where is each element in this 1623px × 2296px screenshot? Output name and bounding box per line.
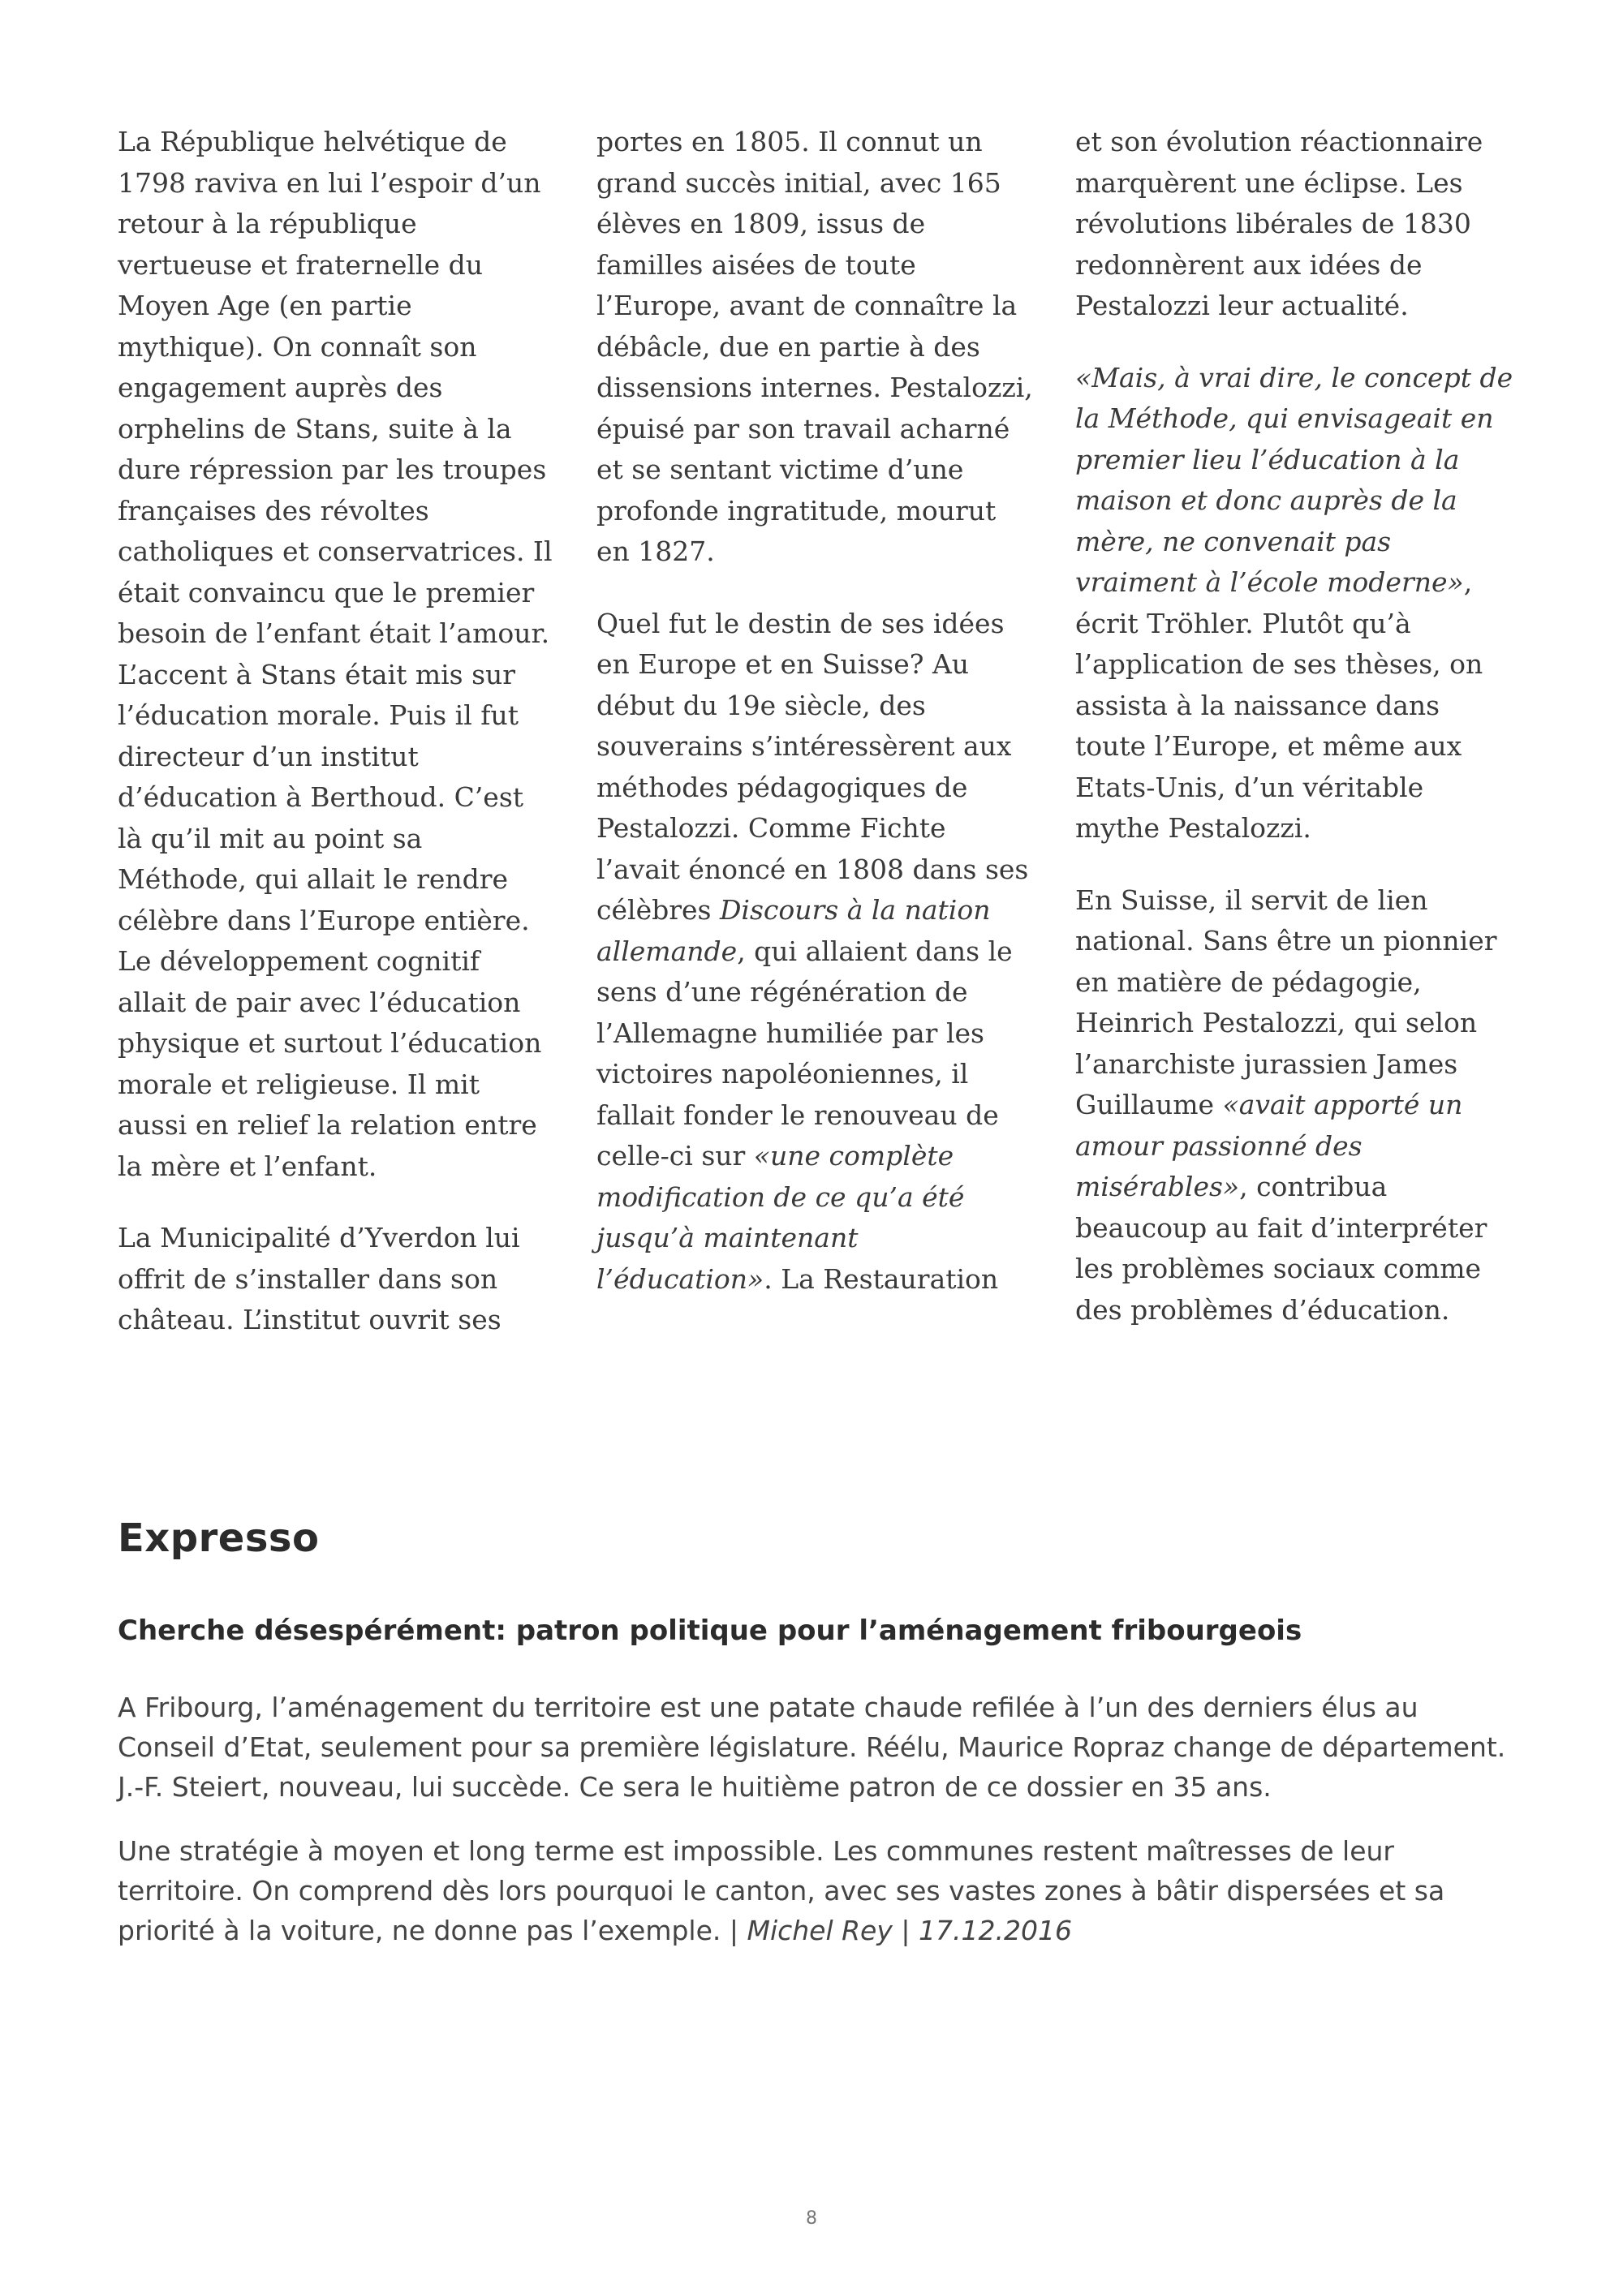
column3-text: , écrit Tröhler. Plutôt qu’à l’application de ses thèses, on assista à la naissance dans toute l’Europe, et même aux Etats-Unis, d’un véritable mythe Pestalozzi. bbox=[1075, 566, 1483, 844]
article-paragraph-1: A Fribourg, l’aménagement du territoire est une patate chaude refilée à l’un des derniers élus au Conseil d’Etat, seulement pour sa première législature. Réélu, Maurice Ropraz change de département. J.-F. Steiert, nouveau, lui succède. Ce sera le huitième patron de ce dossier en 35 ans. bbox=[118, 1692, 1506, 1803]
column2-text: . La Restauration bbox=[764, 1262, 999, 1295]
text-column-3 bbox=[1075, 122, 1513, 1372]
column3-paragraph-2 bbox=[1075, 358, 1513, 849]
column3-paragraph-3 bbox=[1075, 880, 1513, 1331]
article-author: Michel Rey bbox=[747, 1915, 893, 1946]
page-number: 8 bbox=[806, 2208, 817, 2229]
column2-text: Quel fut le destin de ses idées en Europe et en Suisse? Au début du 19e siècle, des souverains s’intéressèrent aux méthodes pédagogiques de Pestalozzi. Comme Fichte l’avait énoncé en 1808 dans ses célèbres bbox=[596, 607, 1029, 926]
expresso-article bbox=[118, 1615, 1522, 1975]
column3-text: , contribua beaucoup au fait d’interpréter les problèmes sociaux comme des problèmes d’éducation. bbox=[1075, 1171, 1487, 1326]
article-date: 17.12.2016 bbox=[919, 1915, 1072, 1946]
article-separator: | bbox=[892, 1915, 919, 1946]
quote-trohler: «Mais, à vrai dire, le concept de la Méthode, qui envisageait en premier lieu l’éducation à la maison et donc auprès de la mère, ne convenait pas vraiment à l’école moderne» bbox=[1075, 361, 1513, 598]
column2-paragraph-1: portes en 1805. Il connut un grand succès initial, avec 165 élèves en 1809, issus de familles aisées de toute l’Europe, avant de connaître la débâcle, due en partie à des dissensions internes. Pestalozzi, épuisé par son travail acharné et se sentant victime d’une profonde ingratitude, mourut en 1827. bbox=[596, 126, 1033, 567]
column1-paragraph-1: La République helvétique de 1798 raviva en lui l’espoir d’un retour à la république vertueuse et fraternelle du Moyen Age (en partie mythique). On connaît son engagement auprès des orphelins de Stans, suite à la dure répression par les troupes françaises des révoltes catholiques et conservatrices. Il était convaincu que le premier besoin de l’enfant était l’amour. L’accent à Stans était mis sur l’éducation morale. Puis il fut directeur d’un institut d’éducation à Berthoud. C’est là qu’il mit au point sa Méthode, qui allait le rendre célèbre dans l’Europe entière. Le développement cognitif allait de pair avec l’éducation physique et surtout l’éducation morale et religieuse. Il mit aussi en relief la relation entre la mère et l’enfant. bbox=[118, 126, 553, 1182]
book-title-discours: Discours à la nation allemande bbox=[596, 894, 991, 967]
column2-text: , qui allaient dans le sens d’une régénération de l’Allemagne humiliée par les victoires napoléoniennes, il fallait fonder le renouveau de celle-ci sur bbox=[596, 935, 1013, 1172]
section-heading-expresso: Expresso bbox=[118, 1516, 320, 1561]
column3-paragraph-1: et son évolution réactionnaire marquèrent une éclipse. Les révolutions libérales de 1830 redonnèrent aux idées de Pestalozzi leur actualité. bbox=[1075, 126, 1483, 321]
column3-text: En Suisse, il servit de lien national. Sans être un pionnier en matière de pédagogie, Heinrich Pestalozzi, qui selon l’anarchiste jurassien James Guillaume bbox=[1075, 884, 1497, 1120]
text-column-1 bbox=[118, 122, 556, 1372]
quote-guillaume: «avait apporté un amour passionné des misérables» bbox=[1075, 1089, 1463, 1202]
article-text: Une stratégie à moyen et long terme est impossible. Les communes restent maîtresses de leur territoire. On comprend dès lors pourquoi le canton, avec ses vastes zones à bâtir dispersées et sa priorité à la voiture, ne donne pas l’exemple. | bbox=[118, 1835, 1445, 1946]
article-title: Cherche désespérément: patron politique pour l’aménagement fribourgeois bbox=[118, 1615, 1302, 1647]
column1-paragraph-2: La Municipalité d’Yverdon lui offrit de s’installer dans son château. L’institut ouvrit ses bbox=[118, 1222, 520, 1335]
text-column-2 bbox=[596, 122, 1035, 1372]
article-columns bbox=[118, 122, 1513, 1372]
quote-complete-modification: «une complète modification de ce qu’a été jusqu’à maintenant l’éducation» bbox=[596, 1140, 965, 1295]
article-paragraph-2 bbox=[118, 1831, 1522, 1950]
column2-paragraph-2 bbox=[596, 604, 1035, 1301]
